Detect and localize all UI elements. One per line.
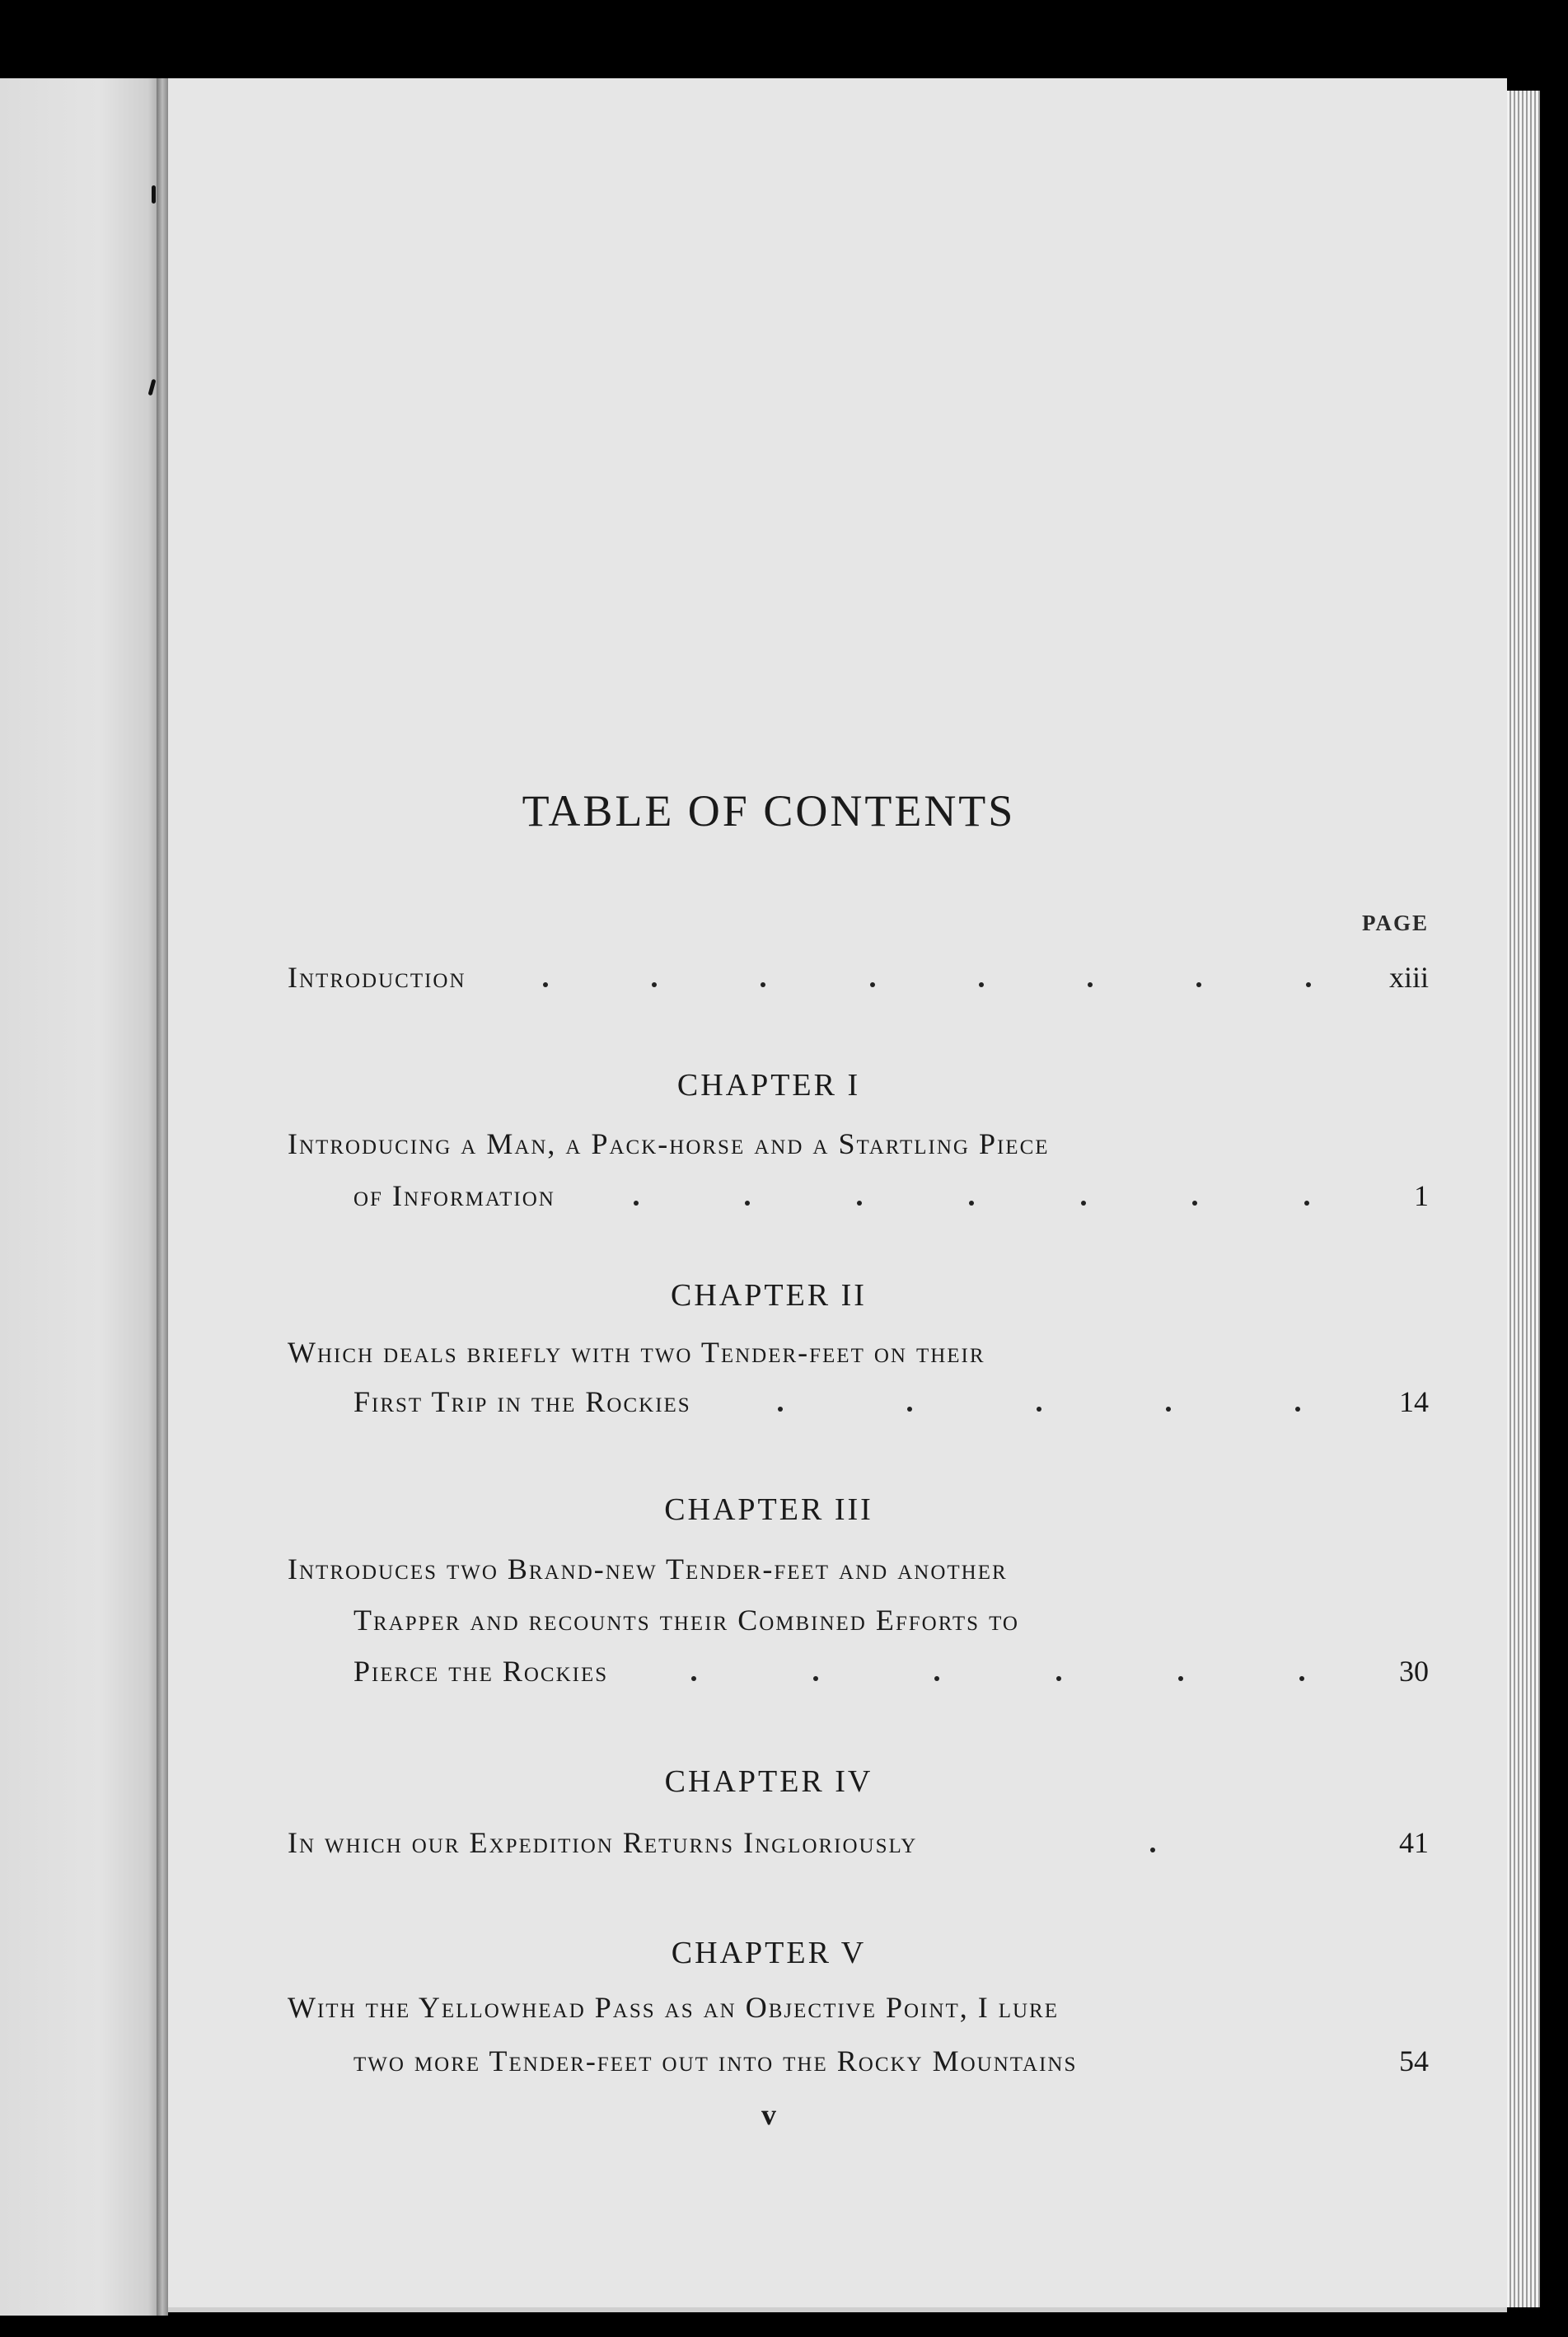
entry-title: First Trip in the Rockies	[353, 1385, 691, 1418]
toc-entry-line	[288, 1126, 1429, 1161]
toc-entry-line	[353, 1178, 1429, 1213]
entry-page-number: 1	[1414, 1179, 1429, 1212]
entry-title: With the Yellowhead Pass as an Objective Point, I lure	[288, 1991, 1059, 2024]
toc-entry-line	[288, 1990, 1429, 2025]
book-gutter	[157, 78, 168, 2316]
toc-entry-line	[288, 1825, 1429, 1860]
toc-entry-line	[288, 1335, 1429, 1370]
entry-title: of Information	[353, 1179, 555, 1212]
dot-leader	[917, 1848, 1379, 1852]
page-stack-edge	[1507, 91, 1540, 2307]
entry-title: two more Tender-feet out into the Rocky Mountains	[353, 2044, 1078, 2077]
toc-entry-line	[288, 1552, 1429, 1586]
chapter-heading: CHAPTER IV	[664, 1764, 873, 1799]
entry-title: Trapper and recounts their Combined Efforts to	[353, 1604, 1019, 1637]
toc-entry-line	[353, 2044, 1429, 2078]
toc-entry-line	[353, 1384, 1429, 1419]
dot-leader	[466, 982, 1379, 987]
dot-leader	[691, 1407, 1379, 1412]
entry-title: Introducing a Man, a Pack-horse and a Startling Piece	[288, 1127, 1050, 1160]
entry-title: Introduces two Brand-new Tender-feet and another	[288, 1553, 1008, 1585]
table-of-contents	[168, 78, 1507, 2307]
entry-page-number: 14	[1399, 1385, 1429, 1418]
entry-page-number: 54	[1399, 2044, 1429, 2077]
toc-entry-line	[353, 1603, 1429, 1637]
page-folio: v	[761, 2098, 776, 2131]
chapter-heading: CHAPTER V	[671, 1936, 867, 1970]
entry-page-number: 41	[1399, 1826, 1429, 1859]
gutter-mark	[152, 185, 156, 204]
entry-title: In which our Expedition Returns Ingloriously	[288, 1826, 918, 1859]
entry-title: Which deals briefly with two Tender-feet on their	[288, 1336, 985, 1369]
entry-page-number: 30	[1399, 1655, 1429, 1688]
toc-entry-line	[353, 1654, 1429, 1688]
page-column-header: PAGE	[1362, 911, 1429, 935]
chapter-heading: CHAPTER III	[664, 1492, 873, 1527]
toc-entry-introduction	[288, 960, 1429, 995]
entry-page-number: xiii	[1388, 961, 1429, 994]
dot-leader	[555, 1201, 1379, 1206]
facing-page	[0, 78, 165, 2316]
book-page	[168, 78, 1507, 2312]
entry-title: Introduction	[288, 961, 466, 994]
chapter-heading: CHAPTER I	[676, 1068, 861, 1103]
entry-title: Pierce the Rockies	[353, 1655, 609, 1688]
page-title: TABLE OF CONTENTS	[522, 786, 1016, 836]
dot-leader	[608, 1676, 1379, 1681]
chapter-heading: CHAPTER II	[671, 1278, 867, 1313]
